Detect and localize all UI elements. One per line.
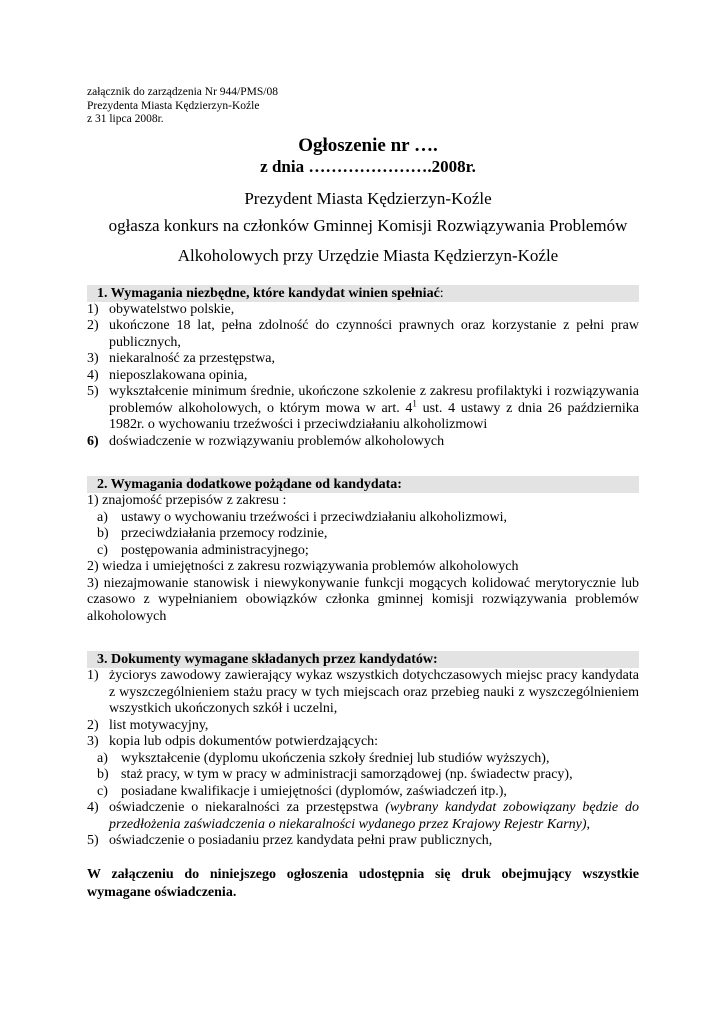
item-text [109,384,639,434]
item-text: oświadczenie o posiadaniu przez kandydata pełni praw publicznych, [109,833,493,848]
list-item [87,384,639,434]
sub-item-text: wykształcenie (dyplomu ukończenia szkoły średniej lub studiów wyższych), [121,750,550,766]
document-title: Ogłoszenie nr …. [298,134,438,156]
item-number: 5) [87,833,99,848]
final-note: W załączeniu do niniejszego ogłoszenia udostępnia się druk obejmujący wszystkie wymagane oświadczenia. [87,866,639,900]
item-text-part: , [586,816,591,832]
sub-item-text: staż pracy, w tym w pracy w administracji samorządowej (np. świadectw pracy), [121,767,573,782]
list-item [87,833,639,850]
sub-item [87,767,639,784]
list-item [87,734,639,751]
sub-item [87,543,639,560]
list-item [87,318,639,351]
document-date: z dnia ………………….2008r. [260,156,476,176]
item-text [109,800,639,833]
item-number: 3) [87,351,99,366]
item-number: 2) [87,318,99,333]
sub-item-letter: b) [97,526,109,541]
item-number: 6) [87,433,99,449]
announcement [97,211,639,271]
sub-item [87,510,639,527]
item-text: nieposzlakowana opinia, [109,367,248,383]
list-item [87,668,639,718]
item-number: 2) [87,717,99,733]
item-number: 1) [87,301,99,317]
announcement-line: ogłasza konkurs na członków Gminnej Komisji Rozwiązywania Problemów [108,215,628,235]
item-text: list motywacyjny, [109,717,209,733]
sub-item-text: postępowania administracyjnego; [121,542,309,558]
item-text: niekaralność za przestępstwa, [109,351,275,366]
list-item [87,800,639,833]
sub-item-letter: c) [97,542,108,558]
sub-item-text: przeciwdziałania przemocy rodzinie, [121,526,328,541]
list-item [87,718,639,735]
superscript: 1 [412,397,417,408]
sub-item [87,751,639,768]
attachment-line: załącznik do zarządzenia Nr 944/PMS/08 [87,86,278,98]
item-text: ukończone 18 lat, pełna zdolność do czynności prawnych oraz korzystanie z pełni praw publicznych, [109,318,639,350]
item-number: 5) [87,384,99,399]
item-text-part: oświadczenie o niekaralności za przestępstwa [109,800,386,815]
section-1-heading [87,285,639,302]
sub-item-letter: c) [97,783,108,799]
section-1-heading-text: 1. Wymagania niezbędne, które kandydat winien spełniać [97,285,440,301]
sub-item-letter: a) [97,750,108,766]
sub-item-text: ustawy o wychowaniu trzeźwości i przeciwdziałaniu alkoholizmowi, [121,509,508,525]
item-text-part: wykształcenie minimum średnie, ukończone szkolenie z zakresu profilaktyki i rozwiązywania problemów alkoholowych, o którym mowa w art. 4 [109,384,639,416]
organizer: Prezydent Miasta Kędzierzyn-Koźle [244,188,492,208]
item-text: doświadczenie w rozwiązywaniu problemów alkoholowych [109,433,445,449]
sub-item-letter: a) [97,509,108,525]
section-1-heading-colon: : [439,285,444,301]
item-number: 3) [87,734,99,749]
list-item [87,302,639,319]
section-3-list [87,668,639,850]
list-item [87,351,639,368]
item-text: życiorys zawodowy zawierający wykaz wszystkich dotychczasowych miejsc pracy kandydata z wyszczególnieniem stażu pracy w tych miejscach oraz przebieg nauki z wyszczególnieniem wszystkich ukończonych szkół i uczelni, [109,668,639,716]
list-item: 3) niezajmowanie stanowisk i niewykonywanie funkcji mogących kolidować merytorycznie lub czasowo z wypełnianiem obowiązków członka gminnej komisji rozwiązywania problemów alkoholowych [87,575,639,624]
section-1-list [87,302,639,451]
item-text: obywatelstwo polskie, [109,301,235,317]
attachment-line: Prezydenta Miasta Kędzierzyn-Koźle [87,99,260,112]
sub-item [87,526,639,543]
sub-item [87,784,639,801]
list-item: 1) znajomość przepisów z zakresu : [87,493,287,508]
section-2-heading: 2. Wymagania dodatkowe pożądane od kandydata: [87,476,639,493]
sub-item-letter: b) [97,767,109,782]
list-item [87,434,639,451]
attachment-line: z 31 lipca 2008r. [87,113,164,125]
item-text-italic: (wybrany kandydat zobowiązany będzie do przedłożenia zaświadczenia o niekaralności wydanego przez Krajowy Rejestr Karny) [109,800,640,832]
sub-item-text: posiadane kwalifikacje i umiejętności (dyplomów, zaświadczeń itp.), [121,783,507,799]
item-number: 4) [87,800,99,815]
document-page [87,86,639,902]
announcement-line: Alkoholowych przy Urzędzie Miasta Kędzierzyn-Koźle [177,245,559,265]
item-text-part: ust. 4 ustawy z dnia 26 października 1982r. o wychowaniu trzeźwości i przeciwdziałaniu alkoholizmowi [109,400,639,432]
list-item: 2) wiedza i umiejętności z zakresu rozwiązywania problemów alkoholowych [87,559,519,574]
attachment-note [87,86,639,127]
section-2-list [87,493,639,625]
list-item [87,368,639,385]
item-number: 4) [87,367,99,383]
section-3-heading: 3. Dokumenty wymagane składanych przez kandydatów: [87,651,639,668]
item-number: 1) [87,668,99,683]
item-text: kopia lub odpis dokumentów potwierdzających: [109,734,379,749]
